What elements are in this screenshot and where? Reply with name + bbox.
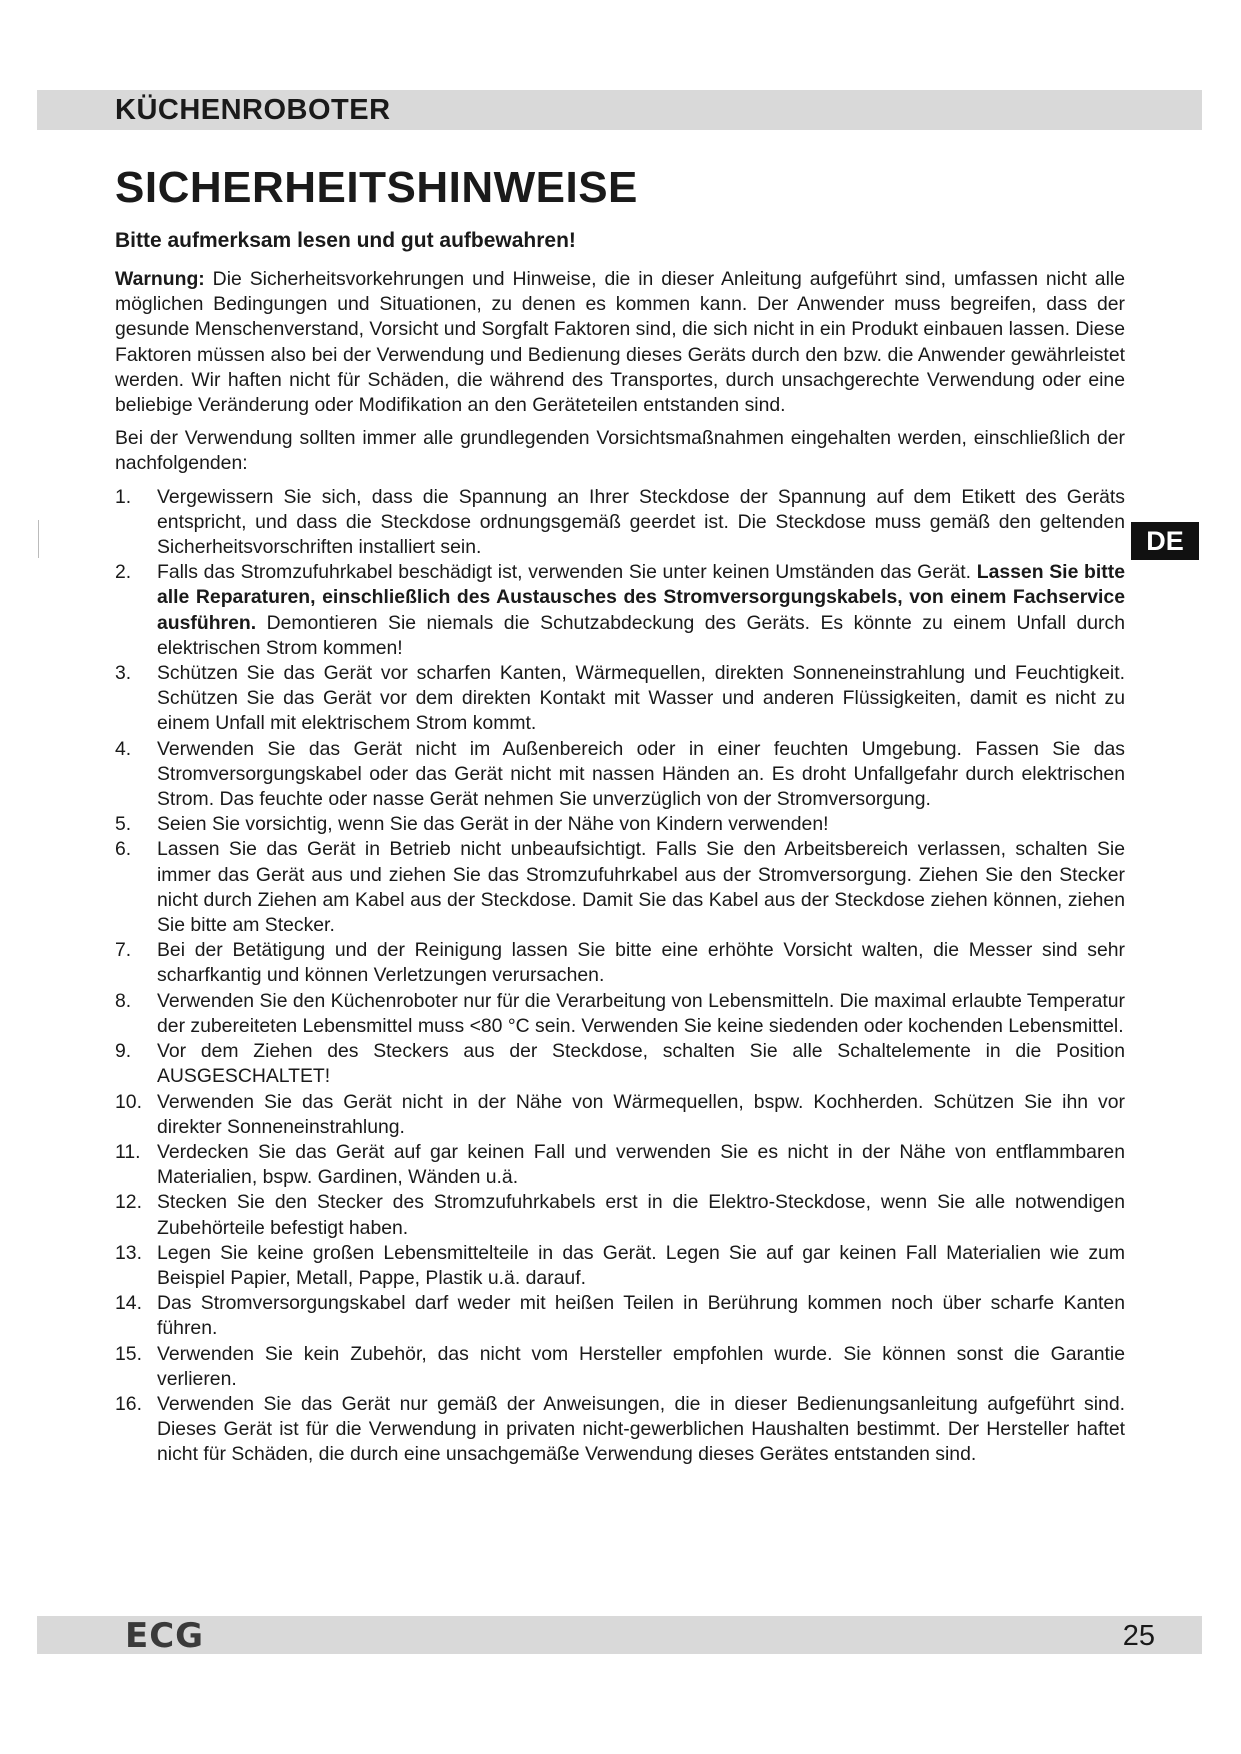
list-item-number: 8. — [115, 989, 132, 1012]
warning-label: Warnung: — [115, 268, 205, 290]
list-item-text: Verwenden Sie das Gerät nicht im Außenbereich oder in einer feuchten Umgebung. Fassen Sie das Stromversorgungskabel oder das Gerät nicht mit nassen Händen an. Es droht Unfallgefahr durch elektrischen Strom. Das feuchte oder nasse Gerät nehmen Sie unverzüglich von der Stromversorgung. — [157, 737, 1125, 811]
header-bar — [37, 90, 1202, 130]
language-badge: DE — [1131, 522, 1199, 560]
list-item — [115, 989, 1125, 1039]
footer-bar — [37, 1616, 1202, 1654]
margin-mark — [38, 520, 39, 558]
list-item-text: Falls das Stromzufuhrkabel beschädigt ist, verwenden Sie unter keinen Umständen das Gerät. — [157, 561, 977, 584]
list-item-number: 9. — [115, 1040, 132, 1063]
list-item — [115, 837, 1125, 938]
list-item — [115, 938, 1125, 988]
subtitle: Bitte aufmerksam lesen und gut aufbewahren! — [115, 229, 576, 252]
list-item-number: 6. — [115, 838, 132, 861]
list-item-text: Bei der Betätigung und der Reinigung lassen Sie bitte eine erhöhte Vorsicht walten, die Messer sind sehr scharfkantig und können Verletzungen verursachen. — [157, 939, 1125, 987]
list-item — [115, 1392, 1125, 1468]
list-item — [115, 560, 1125, 661]
list-item-number: 3. — [115, 662, 132, 685]
list-item-text: Vergewissern Sie sich, dass die Spannung an Ihrer Steckdose der Spannung auf dem Etikett des Geräts entspricht, und dass die Steckdose ordnungsgemäß geerdet ist. Die Steckdose muss gemäß den geltenden Sicherheitsvorschriften installiert sein. — [157, 485, 1125, 559]
list-item — [115, 1241, 1125, 1291]
list-item-number: 12. — [115, 1191, 142, 1214]
brand-logo: ECG — [125, 1616, 205, 1656]
list-item-text: Lassen Sie das Gerät in Betrieb nicht unbeaufsichtigt. Falls Sie den Arbeitsbereich verlassen, schalten Sie immer das Gerät aus und ziehen Sie das Stromzufuhrkabel aus der Stromversorgung. Ziehen Sie den Stecker nicht durch Ziehen am Kabel aus der Steckdose. Damit Sie das Kabel aus der Steckdose ziehen können, ziehen Sie bitte am Stecker. — [157, 838, 1125, 937]
list-item-text: Vor dem Ziehen des Steckers aus der Steckdose, schalten Sie alle Schaltelemente in die Position AUSGESCHALTET! — [157, 1040, 1125, 1088]
content — [115, 267, 1125, 1468]
list-item-text: Verdecken Sie das Gerät auf gar keinen Fall und verwenden Sie es nicht in der Nähe von entflammbaren Materialien, bspw. Gardinen, Wänden u.ä. — [157, 1140, 1125, 1189]
list-item-text: Seien Sie vorsichtig, wenn Sie das Gerät in der Nähe von Kindern verwenden! — [157, 813, 829, 836]
list-item — [115, 1090, 1125, 1140]
list-item-number: 2. — [115, 561, 132, 584]
list-item — [115, 737, 1125, 813]
list-item — [115, 661, 1125, 737]
list-item-text: Stecken Sie den Stecker des Stromzufuhrkabels erst in die Elektro-Steckdose, wenn Sie alle notwendigen Zubehörteile befestigt haben. — [157, 1191, 1125, 1239]
page-number: 25 — [1122, 1620, 1155, 1652]
list-item-text: Verwenden Sie das Gerät nur gemäß der Anweisungen, die in dieser Bedienungsanleitung aufgeführt sind. Dieses Gerät ist für die Verwendung in privaten nicht-gewerblichen Haushalten bestimmt. Der Hersteller haftet nicht für Schäden, die durch eine unsachgemäße Verwendung dieses Gerätes entstanden sind. — [157, 1392, 1125, 1466]
warning-text: Die Sicherheitsvorkehrungen und Hinweise, die in dieser Anleitung aufgeführt sind, umfassen nicht alle möglichen Bedingungen und Situationen, zu denen es kommen kann. Der Anwender muss begreifen, dass der gesunde Menschenverstand, Vorsicht und Sorgfalt Faktoren sind, die sich nicht in ein Produkt einbauen lassen. Diese Faktoren müssen also bei der Verwendung und Bedienung dieses Geräts durch den bzw. die Anwender gewährleistet werden. Wir haften nicht für Schäden, die während des Transportes, durch unsachgerechte Verwendung oder eine beliebige Veränderung oder Modifikation an den Geräteteilen entstanden sind. — [115, 268, 1125, 417]
list-item — [115, 1190, 1125, 1240]
list-item-text: Das Stromversorgungskabel darf weder mit heißen Teilen in Berührung kommen noch über scharfe Kanten führen. — [157, 1292, 1125, 1340]
warning-paragraph — [115, 267, 1125, 418]
safety-rules-list — [115, 485, 1125, 1468]
list-item-number: 14. — [115, 1292, 142, 1315]
list-item-text: Verwenden Sie den Küchenroboter nur für die Verarbeitung von Lebensmitteln. Die maximal erlaubte Temperatur der zubereiteten Lebensmittel muss <80 °C sein. Verwenden Sie keine siedenden oder kochenden Lebensmittel. — [157, 989, 1125, 1037]
list-item-bold-text: Lassen Sie bitte alle Reparaturen, einschließlich des Austausches des Stromversorgungskabels, von einem Fachservice ausführen. — [157, 561, 1125, 634]
list-item-text: Verwenden Sie kein Zubehör, das nicht vom Hersteller empfohlen wurde. Sie können sonst die Garantie verlieren. — [157, 1342, 1125, 1390]
list-item-number: 5. — [115, 813, 132, 836]
list-item — [115, 812, 1125, 837]
list-item-number: 1. — [115, 485, 132, 508]
list-item — [115, 485, 1125, 561]
page-title: SICHERHEITSHINWEISE — [115, 163, 638, 212]
list-item-number: 7. — [115, 939, 132, 962]
list-item-number: 11. — [115, 1140, 141, 1163]
list-item-text: Legen Sie keine großen Lebensmittelteile in das Gerät. Legen Sie auf gar keinen Fall Materialien wie zum Beispiel Papier, Metall, Pappe, Plastik u.ä. darauf. — [157, 1241, 1125, 1289]
list-item-text: Verwenden Sie das Gerät nicht in der Nähe von Wärmequellen, bspw. Kochherden. Schützen Sie ihn vor direkter Sonneneinstrahlung. — [157, 1090, 1125, 1138]
list-item-number: 16. — [115, 1392, 142, 1415]
list-item-text: Schützen Sie das Gerät vor scharfen Kanten, Wärmequellen, direkten Sonneneinstrahlung und Feuchtigkeit. Schützen Sie das Gerät vor dem direkten Kontakt mit Wasser und anderen Flüssigkeiten, damit es nicht zu einem Unfall mit elektrischem Strom kommt. — [157, 662, 1125, 735]
intro-paragraph: Bei der Verwendung sollten immer alle grundlegenden Vorsichtsmaßnahmen eingehalten werden, einschließlich der nachfolgenden: — [115, 427, 1125, 475]
list-item — [115, 1039, 1125, 1089]
header-title: KÜCHENROBOTER — [115, 94, 391, 126]
list-item-number: 15. — [115, 1342, 142, 1365]
list-item — [115, 1140, 1125, 1190]
list-item-number: 10. — [115, 1090, 142, 1113]
list-item-number: 13. — [115, 1241, 142, 1264]
list-item-text: Demontieren Sie niemals die Schutzabdeckung des Geräts. Es könnte zu einem Unfall durch elektrischen Strom kommen! — [157, 611, 1125, 659]
list-item — [115, 1342, 1125, 1392]
list-item-number: 4. — [115, 737, 132, 760]
list-item — [115, 1291, 1125, 1341]
